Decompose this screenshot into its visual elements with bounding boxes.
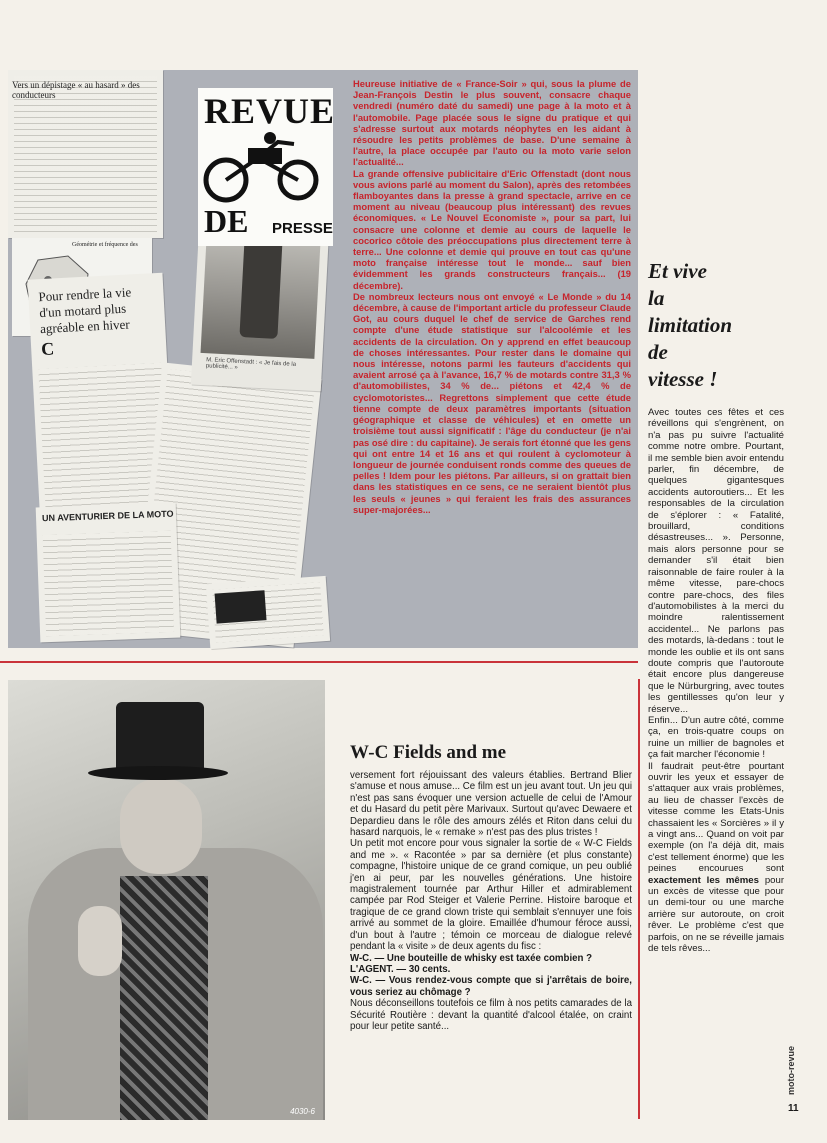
revue-de-presse-logo [198,88,336,246]
logo-word-revue: REVUE [204,91,336,131]
dialogue-line: L'AGENT. — 30 cents. [350,963,451,975]
column-paragraph: Avec toutes ces fêtes et ces réveillons qui s'engrènent, on n'a pas pu suivre l'actualité comme notre ombre. Pourtant, il me semble bien avoir entendu parler, fin décembre, de quelques gigantesques accidents autoroutiers... Et les responsables de la circulation de s'éplorer : « Fatalité, brouillard, conditions désastreuses... ». Personne, mais alors personne pour se demander s'il était bien raisonnable de faire rouler à la même vitesse, pare-chocs contre pare-chocs, des files d'automobilistes à la merci du moindre ralentissement accidentel... Ne parlons pas des motards, là-dedans : tout le monde les oublie et ils ont sans doute compris que l'autoroute était encore plus dangereuse que le Nürburgring, avec toutes les gentillesses qu'on leur y réserve... [648,407,784,715]
column-title [648,258,784,393]
red-paragraph: La grande offensive publicitaire d'Eric Offenstadt (dont nous vous avions parlé au moment du Salon), après des retombées flamboyantes dans la presse à grand spectacle, arrive en ce moment au niveau (beaucoup plus intéressant) des revues économiques. « Le Nouvel Economiste », pour sa part, lui consacre une colonne et demie au cours de laquelle le cocorico côtoie des préoccupations plus directement terre à terre... Une colonne et demie qui prouve en tout cas qu'une moto française intéresse tout le monde... sauf bien évidemment les grands constructeurs français... (19 décembre). [353,167,631,291]
fields-article-title: W-C Fields and me [350,742,507,763]
clipping-caption: Géométrie et fréquence des [72,242,138,248]
red-paragraph: De nombreux lecteurs nous ont envoyé « Le Monde » du 14 décembre, à cause de l'important article du professeur Claude Got, au cours duquel le chef de service de Garches rend compte d'une étude statistique sur l'alcoolémie et les accidents de la circulation. On y apprend en effet beaucoup de choses intéressantes. Pour rester dans le domaine qui nous intéresse, notons parmi les fauteurs d'accidents qui avaient arrosé ça à l'avance, 16,7 % de motards contre 31,3 % d'automobilistes, 34 % de... piétons et 42,4 % de cyclomotoristes... Regrettons simplement que cette étude tienne compte de deux paramètres importants (situation géographique et classe de véhicules) et en omette un troisième tout aussi significatif : l'âge du conducteur (je n'ai pas osé dire : du capitaine). Je serais fort étonné que les gens qui ont entre 14 et 16 ans et qui roulent à cyclomoteur à longueur de journée conduisent ronds comme des queues de pelles ! Idem pour les piétons. Par ailleurs, si on grattait bien dans les statistiques en ce sens, ce ne seraient bientôt plus les seuls « jeunes » qui feraient les frais des assurances super-majorées... [353,290,631,515]
clipping-depistage [8,70,163,238]
article-paragraph: Nous déconseillons toutefois ce film à nos petits camarades de la Sécurité Routière : devant la quantité d'alcool étalée, on craint pour leur petite santé... [350,998,632,1032]
article-paragraph: versement fort réjouissant des valeurs établies. Bertrand Blier s'amuse et nous amuse... Ce film est un jeu avant tout. Un jeu qui n'est pas sans évoquer une version actuelle de celui de l'Amour et du Hasard du petit père Marivaux. Surtout qu'avec Dewaere et Depardieu dans le rôle des amours zélés et Riton dans celui du hasard narquois, le « remake » n'est pas des plus tristes ! [350,770,632,839]
clipping-headline: UN AVENTURIER DE LA MOTO [41,508,174,524]
red-article [353,78,631,515]
red-paragraph: Heureuse initiative de « France-Soir » qui, sous la plume de Jean-François Destin le plus souvent, consacre chaque vendredi (numéro daté du samedi) une page à la moto et à l'automobile. Page placée sous le signe du pratique et qui s'adresse surtout aux motards néophytes en les aidant à résoudre les petits problèmes de base. D'une semaine à l'autre, la place occupée par l'auto ou la moto varie selon l'actualité... [353,78,631,168]
magazine-side-label: moto-revue [786,1045,796,1095]
clipping-aventurier [36,503,181,643]
top-hat-icon [116,702,204,772]
title-line: Et vive [648,259,707,283]
title-line: limitation [648,313,733,337]
dialogue-line: W-C. — Une bouteille de whisky est taxée combien ? [350,952,593,964]
clipping-corner [206,576,330,649]
clipping-dropcap: C [40,338,55,360]
fields-article-body [350,770,632,1032]
clipping-headline: Vers un dépistage « au hasard » des conducteurs [12,80,140,100]
column-body [648,407,784,955]
bold-phrase: exactement les mêmes [648,874,759,886]
dialogue-line: W-C. — Vous rendez-vous compte que si j'arrêtais de boire, vous seriez au chômage ? [350,975,632,998]
horizontal-divider [0,661,638,663]
title-line: vitesse ! [648,367,718,391]
photo-caption: M. Eric Offenstadt : « Je fais de la publicité... » [205,357,297,371]
wc-fields-photo [8,680,325,1120]
logo-word-presse: PRESSE [272,220,333,237]
title-line: la [648,286,665,310]
photo-tag: 4030-6 [290,1107,315,1116]
vertical-divider [638,679,640,1119]
clipping-headline: Pour rendre la vie d'un motard plus agréable en hiver [38,283,150,337]
press-review-panel [8,70,638,648]
title-line: de [648,340,668,364]
column-paragraph: Enfin... D'un autre côté, comme ça, en trois-quatre coups on ruine un millier de bagnoles et ça fait marcher l'économie ! [648,714,784,761]
speed-limit-column [648,258,784,955]
thumbs-up-icon [78,906,122,976]
column-paragraph: Il faudrait peut-être pourtant ouvrir les yeux et essayer de s'attaquer aux vrais problèmes, au lieu de chasser l'excès de vitesse comme les Etats-Unis chassaient les « Sorcières » il y a vingt ans... Quand on voit par exemple (on l'a déjà dit, mais c'est tellement énorme) que les peines encourues sont exactement les mêmes pour un excès de vitesse que pour un demi-tour ou une marche arrière sur autoroute, on croit rêver. Le problème c'est que parfois, on ne se réveille jamais de tels rêves... [648,760,785,955]
article-paragraph: Un petit mot encore pour vous signaler la sortie de « W-C Fields and me ». « Racontée » par sa dernière (et plus constante) compagne, l'histoire unique de ce grand comique, un peu oublié j'en ai peur, par les nouvelles générations. Une histoire magistralement tournée par Arthur Hiller et admirablement campée par Rod Steiger et Valerie Perrine. Histoire baroque et tragique de ce grand clown triste qui semblait s'ennuyer une fois arrivé au sommet de la gloire. Emaillée d'humour féroce aussi, d'un bout à l'autre ; témoin ce morceau de dialogue relevé pendant la « visite » de deux agents du fisc : [350,838,632,953]
motorcycle-icon [198,128,333,208]
page-number: 11 [788,1103,799,1114]
logo-word-de: DE [204,203,249,239]
clipping-dark-photo [215,590,267,623]
